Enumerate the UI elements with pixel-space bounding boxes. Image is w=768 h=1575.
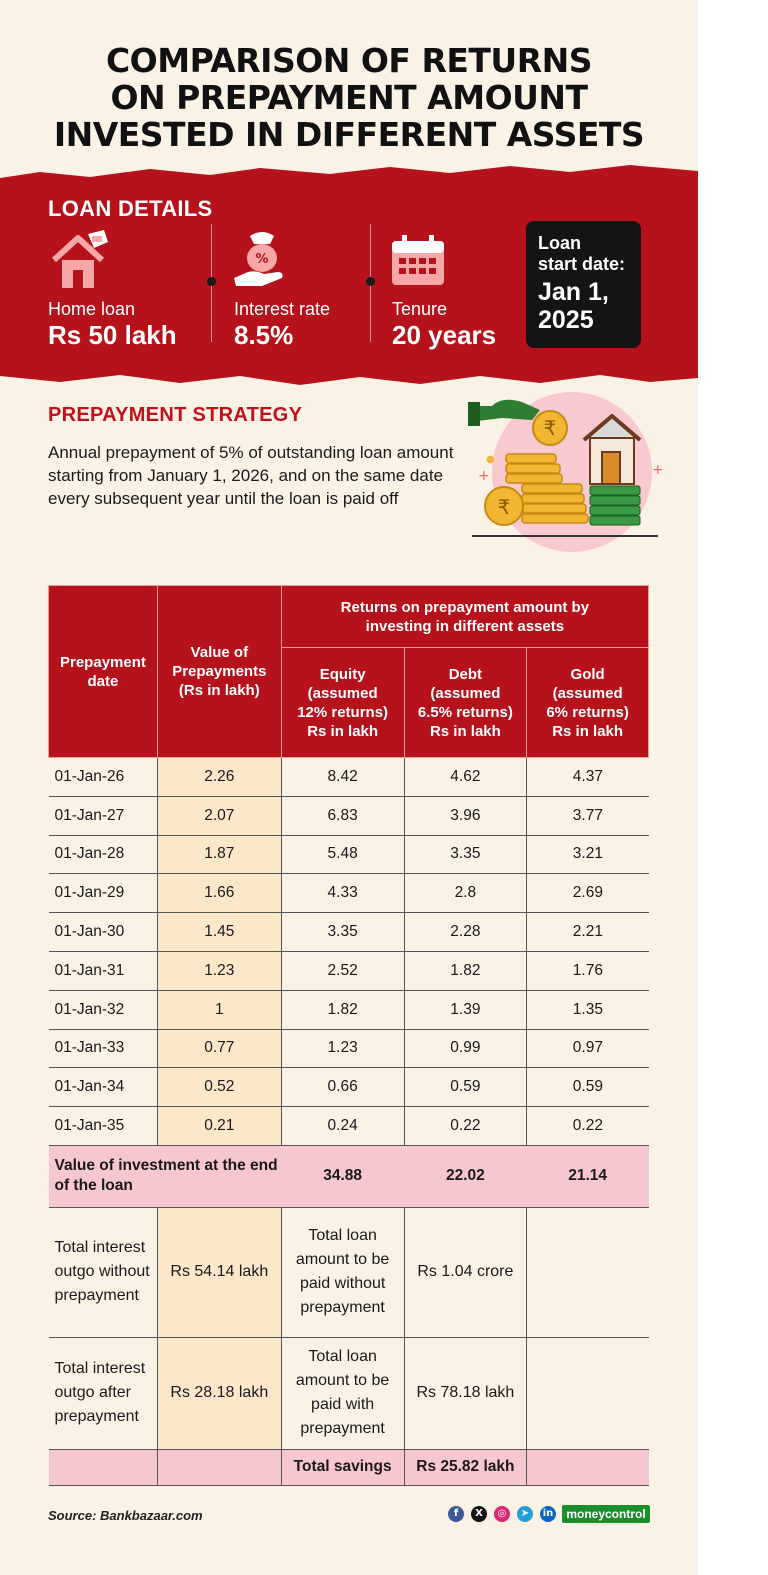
row-prepayment-value: 0.77 [157,1029,281,1068]
moneycontrol-logo: moneycontrol [562,1505,650,1523]
table-row [49,1029,649,1068]
row-debt: 2.28 [404,913,527,952]
interest-rate-value: 8.5% [234,320,294,350]
total-loan-amount: Rs 78.18 lakh [404,1337,527,1449]
loan-start-date-box [526,221,641,348]
row-date: 01-Jan-31 [49,951,158,990]
header-equity-line: Equity [319,665,366,683]
row-equity: 0.66 [281,1068,404,1107]
row-equity: 3.35 [281,913,404,952]
header-equity-line: (assumed [307,684,378,702]
row-prepayment-value: 0.21 [157,1107,281,1146]
table-row [49,796,649,835]
row-prepayment-value: 1 [157,990,281,1029]
svg-text:%: % [255,252,269,267]
row-prepayment-value: 2.07 [157,796,281,835]
header-gold-line: Rs in lakh [552,722,624,740]
svg-text:+: + [652,462,664,478]
row-debt: 2.8 [404,874,527,913]
row-debt: 0.59 [404,1068,527,1107]
row-debt: 3.35 [404,835,527,874]
header-gold-line: (assumed [552,684,623,702]
row-gold: 3.21 [527,835,649,874]
savings-row [49,1449,649,1485]
row-date: 01-Jan-28 [49,835,158,874]
interest-rate-stat [234,298,330,350]
row-prepayment-value: 0.52 [157,1068,281,1107]
table-row [49,913,649,952]
facebook-icon[interactable]: f [448,1506,464,1522]
prepayment-strategy-heading: PREPAYMENT STRATEGY [48,404,303,426]
row-equity: 8.42 [281,758,404,797]
row-date: 01-Jan-32 [49,990,158,1029]
row-equity: 5.48 [281,835,404,874]
summary-row [49,1145,649,1207]
source-note: Source: Bankbazaar.com [48,1508,203,1523]
row-date: 01-Jan-27 [49,796,158,835]
empty-cell [527,1449,649,1485]
home-loan-label: Home loan [48,299,136,319]
start-date-value-2: 2025 [538,306,594,334]
header-debt-line: Rs in lakh [429,722,501,740]
row-debt: 0.99 [404,1029,527,1068]
row-debt: 0.22 [404,1107,527,1146]
row-debt: 4.62 [404,758,527,797]
home-loan-stat [48,298,177,350]
header-debt-line: (assumed [430,684,501,702]
row-gold: 0.97 [527,1029,649,1068]
header-debt-line: 6.5% returns) [417,703,513,721]
total-savings-value: Rs 25.82 lakh [404,1449,527,1485]
header-returns-group: Returns on prepayment amount by investing in different assets [281,586,648,648]
row-prepayment-value: 1.87 [157,835,281,874]
divider-dot [366,277,375,286]
row-prepayment-value: 1.23 [157,951,281,990]
total-loan-desc: Total loan amount to be paid with prepayment [281,1337,404,1449]
divider-dot [207,277,216,286]
rupee-symbol: ₹ [543,416,557,440]
start-date-label-1: Loan [538,233,581,253]
start-date-label-2: start date: [538,254,626,274]
header-equity [281,648,404,758]
row-debt: 3.96 [404,796,527,835]
instagram-icon[interactable]: ◎ [494,1506,510,1522]
header-equity-line: Rs in lakh [307,722,379,740]
calendar-icon [390,235,446,287]
row-equity: 4.33 [281,874,404,913]
header-value-of-prepayments: Value of Prepayments (Rs in lakh) [157,586,281,758]
row-date: 01-Jan-29 [49,874,158,913]
empty-cell [157,1449,281,1485]
tenure-stat [392,298,496,350]
start-date-value-1: Jan 1, [538,278,609,306]
empty-cell [49,1449,158,1485]
total-interest-value: Rs 28.18 lakh [157,1337,281,1449]
total-interest-value: Rs 54.14 lakh [157,1207,281,1337]
row-prepayment-value: 1.45 [157,913,281,952]
summary-debt: 22.02 [404,1145,527,1207]
row-equity: 0.24 [281,1107,404,1146]
header-gold-line: Gold [570,665,605,683]
loan-details-heading: LOAN DETAILS [48,196,213,221]
row-gold: 4.37 [527,758,649,797]
totals-row [49,1207,649,1337]
header-debt-line: Debt [448,665,483,683]
table-row [49,874,649,913]
empty-cell [527,1207,649,1337]
empty-cell [527,1337,649,1449]
row-gold: 1.35 [527,990,649,1029]
tenure-label: Tenure [392,299,448,319]
row-date: 01-Jan-35 [49,1107,158,1146]
summary-gold: 21.14 [527,1145,649,1207]
header-gold-line: 6% returns) [546,703,629,721]
x-icon[interactable]: X [471,1506,487,1522]
row-gold: 3.77 [527,796,649,835]
row-date: 01-Jan-33 [49,1029,158,1068]
house-icon [48,228,114,294]
row-gold: 1.76 [527,951,649,990]
table-row [49,951,649,990]
prepayment-strategy-text: Annual prepayment of 5% of outstanding loan amount starting from January 1, 2026, and on the same date every subsequent year until the loan is paid off [48,443,454,508]
summary-label: Value of investment at the end of the loan [49,1145,282,1207]
row-equity: 2.52 [281,951,404,990]
total-savings-label: Total savings [281,1449,404,1485]
total-loan-amount: Rs 1.04 crore [404,1207,527,1337]
row-gold: 0.59 [527,1068,649,1107]
row-date: 01-Jan-34 [49,1068,158,1107]
title-line-2: ON PREPAYMENT AMOUNT [110,78,588,117]
header-equity-line: 12% returns) [297,703,389,721]
coins-house-icon [462,388,668,558]
title-line-3: INVESTED IN DIFFERENT ASSETS [53,115,645,154]
percent-hand-icon [232,228,292,292]
table-row [49,758,649,797]
tenure-value: 20 years [392,320,497,350]
total-interest-label: Total interest outgo after prepayment [49,1337,158,1449]
row-prepayment-value: 2.26 [157,758,281,797]
title-line-1: COMPARISON OF RETURNS [105,41,593,80]
total-interest-label: Total interest outgo without prepayment [49,1207,158,1337]
row-equity: 6.83 [281,796,404,835]
row-equity: 1.23 [281,1029,404,1068]
row-gold: 2.69 [527,874,649,913]
header-gold [527,648,649,758]
row-equity: 1.82 [281,990,404,1029]
row-gold: 2.21 [527,913,649,952]
table-row [49,1107,649,1146]
row-prepayment-value: 1.66 [157,874,281,913]
summary-equity: 34.88 [281,1145,404,1207]
returns-table [48,585,649,1486]
table-row [49,990,649,1029]
row-debt: 1.39 [404,990,527,1029]
home-loan-value: Rs 50 lakh [48,320,177,350]
total-loan-desc: Total loan amount to be paid without prepayment [281,1207,404,1337]
linkedin-icon[interactable]: in [540,1506,556,1522]
row-debt: 1.82 [404,951,527,990]
page-title [0,42,698,153]
totals-row [49,1337,649,1449]
row-date: 01-Jan-30 [49,913,158,952]
row-gold: 0.22 [527,1107,649,1146]
table-row [49,1068,649,1107]
table-body [49,758,649,1486]
row-date: 01-Jan-26 [49,758,158,797]
svg-text:+: + [478,468,490,484]
header-debt [404,648,527,758]
interest-rate-label: Interest rate [234,299,331,319]
rupee-symbol: ₹ [497,495,511,519]
header-prepayment-date: Prepayment date [49,586,158,758]
svg-text:●: ● [486,454,495,465]
table-row [49,835,649,874]
telegram-icon[interactable]: ➤ [517,1506,533,1522]
